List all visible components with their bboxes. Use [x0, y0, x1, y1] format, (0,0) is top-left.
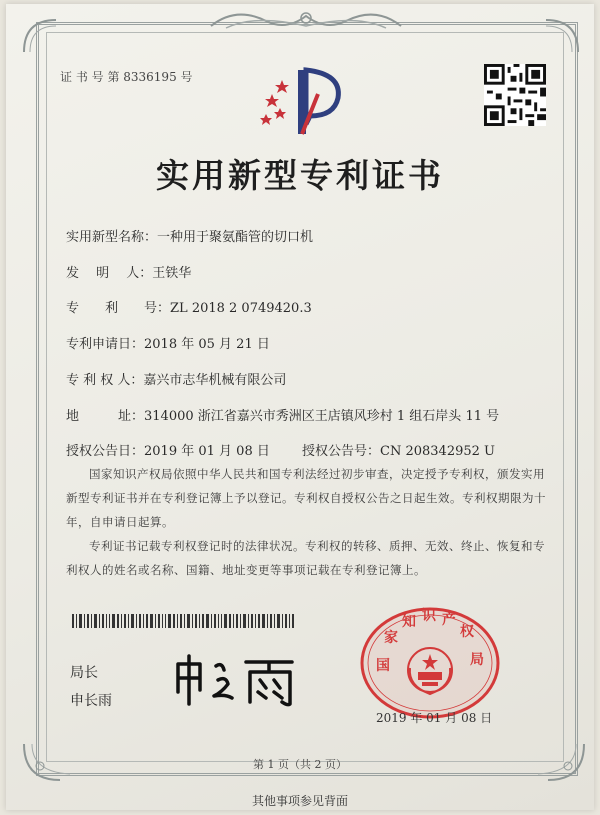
field-patent-number [66, 297, 312, 316]
director-signature [170, 652, 310, 708]
svg-text:知: 知 [402, 614, 416, 630]
field-inventor [66, 262, 191, 281]
field-label: 地 址： [66, 409, 145, 424]
svg-text:权: 权 [460, 624, 474, 640]
official-seal [358, 606, 502, 720]
director-title: 局长 [70, 665, 98, 681]
certificate-title: 实用新型专利证书 [156, 156, 444, 195]
field-value: CN 208342952 U [380, 444, 495, 459]
legal-paragraph-2: 专利证书记载专利权登记时的法律状况。专利权的转移、质押、无效、终止、恢复和专利权人的姓名或名称、国籍、地址变更等事项记载在专利登记簿上。 [66, 539, 545, 577]
field-value: 王铁华 [152, 266, 192, 281]
footer-note: 其他事项参见背面 [251, 794, 348, 808]
legal-paragraph-1: 国家知识产权局依照中华人民共和国专利法经过初步审查，决定授予专利权，颁发实用新型专利证书并在专利登记簿上予以登记。专利权自授权公告之日起生效。专利权期限为十年，自申请日起算。 [66, 467, 546, 529]
seal-date: 2019 年 01 月 08 日 [376, 711, 493, 725]
field-label: 专利申请日： [66, 337, 145, 352]
field-address [66, 405, 499, 424]
field-label: 发 明 人： [66, 266, 153, 281]
svg-text:局: 局 [470, 652, 484, 668]
field-label: 授权公告日： [66, 444, 145, 459]
field-value: 2019 年 01 月 08 日 [144, 444, 270, 459]
field-value: 2018 年 05 月 21 日 [144, 337, 270, 352]
corner-ornament-top-left [20, 16, 60, 56]
certificate-number: 证 书 号 第 8336195 号 [60, 70, 193, 84]
top-ornament [206, 6, 406, 36]
svg-text:产: 产 [442, 612, 456, 628]
field-value: ZL 2018 2 0749420.3 [170, 301, 312, 316]
field-patentee [66, 369, 286, 388]
field-value: 一种用于聚氨酯管的切口机 [157, 230, 314, 245]
field-label: 专 利 号： [66, 301, 171, 316]
page-number: 第 1 页（共 2 页） [253, 758, 347, 771]
field-value: 314000 浙江省嘉兴市秀洲区王店镇风珍村 1 组石岸头 11 号 [144, 409, 500, 424]
svg-text:家: 家 [384, 630, 398, 646]
field-value: 嘉兴市志华机械有限公司 [143, 373, 287, 388]
corner-ornament-top-right [542, 16, 582, 56]
patent-office-emblem-icon [258, 64, 348, 136]
svg-text:识: 识 [422, 608, 436, 624]
field-grant-number [302, 440, 495, 459]
field-filing-date [66, 333, 270, 352]
field-grant-date [66, 440, 270, 459]
director-name: 申长雨 [70, 693, 112, 709]
svg-text:国: 国 [376, 658, 390, 674]
field-label: 专 利 权 人： [66, 373, 144, 388]
field-utility-name [66, 226, 313, 245]
barcode [72, 614, 294, 628]
field-label: 实用新型名称： [66, 230, 158, 245]
field-label: 授权公告号： [302, 444, 381, 459]
qr-code [484, 64, 546, 126]
